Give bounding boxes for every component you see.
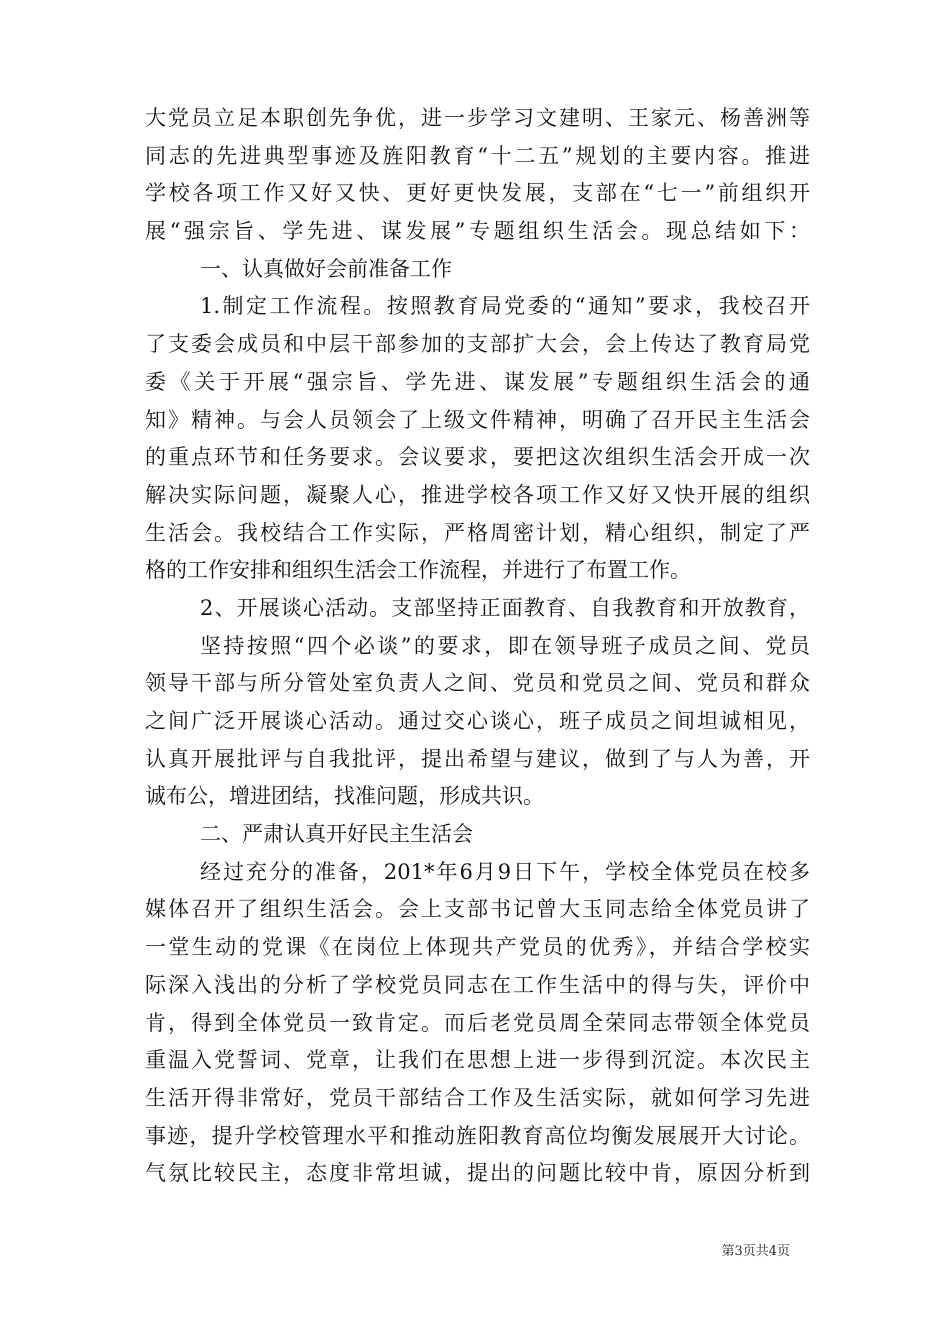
page-number-footer: 第3页共4页 (721, 1244, 790, 1259)
text-line: 诚布公，增进团结，找准问题，形成共识。 (145, 784, 544, 809)
text-line: 经过充分的准备，201*年6月9日下午，学校全体党员在校多 (200, 859, 810, 884)
text-line: 展“强宗旨、学先进、谋发展”专题组织生活会。现总结如下： (145, 219, 810, 244)
text-line: 学校各项工作又好又快、更好更快发展，支部在“七一”前组织开 (145, 181, 810, 206)
text-line: 气氛比较民主，态度非常坦诚，提出的问题比较中肯，原因分析到 (145, 1161, 810, 1186)
text-line: 媒体召开了组织生活会。会上支部书记曾大玉同志给全体党员讲了 (145, 897, 810, 922)
text-line: 坚持按照“四个必谈”的要求，即在领导班子成员之间、党员 (200, 633, 810, 658)
text-line: 肯，得到全体党员一致肯定。而后老党员周全荣同志带领全体党员 (145, 1010, 810, 1035)
text-line: 之间广泛开展谈心活动。通过交心谈心，班子成员之间坦诚相见， (145, 709, 810, 733)
text-line: 了支委会成员和中层干部参加的支部扩大会，会上传达了教育局党 (145, 332, 810, 357)
text-line: 领导干部与所分管处室负责人之间、党员和党员之间、党员和群众 (145, 671, 810, 696)
text-line: 2、开展谈心活动。支部坚持正面教育、自我教育和开放教育， (200, 595, 810, 620)
text-line: 的重点环节和任务要求。会议要求，要把这次组织生活会开成一次 (145, 445, 810, 470)
text-line: 际深入浅出的分析了学校党员同志在工作生活中的得与失，评价中 (145, 972, 810, 997)
text-line: 认真开展批评与自我批评，提出希望与建议，做到了与人为善，开 (145, 746, 810, 771)
text-line: 1.制定工作流程。按照教育局党委的“通知”要求，我校召开 (200, 294, 810, 319)
text-line: 生活开得非常好，党员干部结合工作及生活实际，就如何学习先进 (145, 1085, 810, 1110)
text-line: 格的工作安排和组织生活会工作流程，并进行了布置工作。 (145, 558, 691, 583)
text-line: 事迹，提升学校管理水平和推动旌阳教育高位均衡发展展开大讨论。 (145, 1123, 810, 1148)
text-line: 解决实际问题，凝聚人心，推进学校各项工作又好又快开展的组织 (145, 482, 810, 507)
text-line: 二、严肃认真开好民主生活会 (200, 822, 473, 847)
text-line: 大党员立足本职创先争优，进一步学习文建明、王家元、杨善洲等 (145, 106, 810, 130)
text-line: 生活会。我校结合工作实际，严格周密计划，精心组织，制定了严 (145, 520, 810, 545)
text-line: 一、认真做好会前准备工作 (200, 256, 452, 281)
text-line: 重温入党誓词、党章，让我们在思想上进一步得到沉淀。本次民主 (145, 1048, 810, 1073)
document-body (145, 100, 810, 1193)
text-line: 委《关于开展“强宗旨、学先进、谋发展”专题组织生活会的通 (145, 369, 810, 394)
text-line: 知》精神。与会人员领会了上级文件精神，明确了召开民主生活会 (145, 407, 810, 432)
text-line: 同志的先进典型事迹及旌阳教育“十二五”规划的主要内容。推进 (145, 143, 810, 168)
text-line: 一堂生动的党课《在岗位上体现共产党员的优秀》，并结合学校实 (145, 935, 810, 960)
